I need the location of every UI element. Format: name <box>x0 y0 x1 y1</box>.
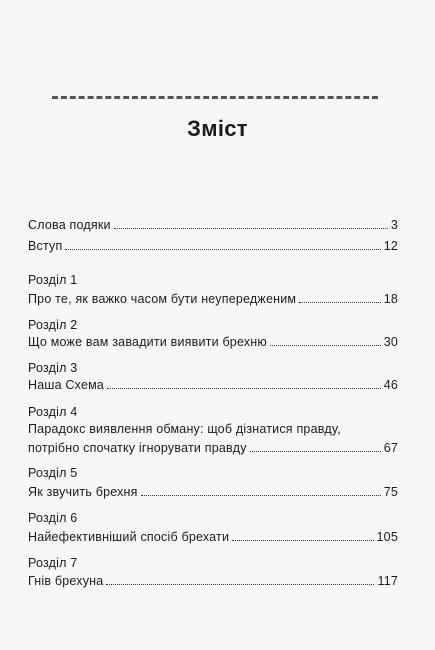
toc-entry-chapter-6[interactable] <box>28 530 398 544</box>
dot-leader <box>141 495 381 496</box>
dot-leader <box>299 302 380 303</box>
chapter-2-label: Розділ 2 <box>28 318 78 332</box>
dot-leader <box>106 584 374 585</box>
toc-entry-chapter-2[interactable] <box>28 335 398 349</box>
toc-entry-title: Про те, як важко часом бути неупередженим <box>28 292 297 306</box>
toc-entry-title: Вступ <box>28 239 63 253</box>
chapter-4-title-line1: Парадокс виявлення обману: щоб дізнатися правду, <box>28 422 341 436</box>
toc-entry-introduction[interactable] <box>28 239 398 253</box>
chapter-1-label: Розділ 1 <box>28 273 78 287</box>
dot-leader <box>250 451 381 452</box>
toc-entry-page: 67 <box>383 441 398 455</box>
toc-entry-title: Наша Схема <box>28 378 105 392</box>
dot-leader <box>114 228 388 229</box>
toc-entry-page: 46 <box>383 378 398 392</box>
chapter-4-label: Розділ 4 <box>28 405 78 419</box>
toc-entry-title: Гнів брехуна <box>28 574 104 588</box>
toc-entry-chapter-5[interactable] <box>28 485 398 499</box>
toc-entry-chapter-3[interactable] <box>28 378 398 392</box>
toc-entry-page: 30 <box>383 335 398 349</box>
dot-leader <box>107 388 381 389</box>
chapter-7-label: Розділ 7 <box>28 556 78 570</box>
toc-entry-page: 75 <box>383 485 398 499</box>
dot-leader <box>232 540 373 541</box>
dot-leader <box>270 345 381 346</box>
toc-entry-title: потрібно спочатку ігнорувати правду <box>28 441 247 455</box>
chapter-3-label: Розділ 3 <box>28 361 78 375</box>
toc-entry-title: Що може вам завадити виявити брехню <box>28 335 267 349</box>
toc-entry-page: 3 <box>390 218 398 232</box>
toc-entry-page: 12 <box>383 239 398 253</box>
toc-entry-title: Як звучить брехня <box>28 485 138 499</box>
chapter-6-label: Розділ 6 <box>28 511 78 525</box>
dot-leader <box>65 249 380 250</box>
dashed-divider <box>52 96 378 99</box>
toc-entry-page: 117 <box>377 574 398 588</box>
toc-entry-chapter-7[interactable] <box>28 574 398 588</box>
toc-entry-page: 105 <box>376 530 398 544</box>
page-title: Зміст <box>187 116 248 141</box>
toc-entry-acknowledgements[interactable] <box>28 218 398 232</box>
toc-entry-chapter-1[interactable] <box>28 292 398 306</box>
toc-entry-chapter-4[interactable] <box>28 441 398 455</box>
toc-entry-title: Найефективніший спосіб брехати <box>28 530 230 544</box>
chapter-5-label: Розділ 5 <box>28 466 78 480</box>
toc-entry-title: Слова подяки <box>28 218 111 232</box>
toc-entry-page: 18 <box>383 292 398 306</box>
